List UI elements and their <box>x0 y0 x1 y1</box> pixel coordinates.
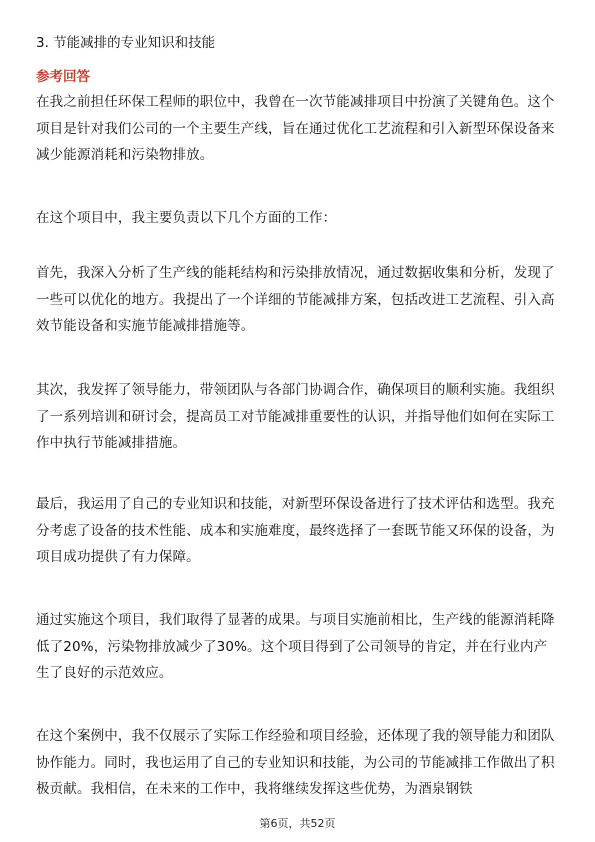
paragraph-third: 最后，我运用了自己的专业知识和技能，对新型环保设备进行了技术评估和选型。我充分考虑了设备的技术性能、成本和实施难度，最终选择了一套既节能又环保的设备，为项目成功提供了有力保障。 <box>36 496 555 565</box>
paragraph-responsibilities: 在这个项目中，我主要负责以下几个方面的工作： <box>36 210 337 226</box>
paragraph-first: 首先，我深入分析了生产线的能耗结构和污染排放情况，通过数据收集和分析，发现了一些可以优化的地方。我提出了一个详细的节能减排方案，包括改进工艺流程、引入高效节能设备和实施节能减排措施等。 <box>36 265 555 334</box>
question-heading: 3. 节能减排的专业知识和技能 <box>36 35 216 51</box>
paragraph-second: 其次，我发挥了领导能力，带领团队与各部门协调合作，确保项目的顺利实施。我组织了一系列培训和研讨会，提高员工对节能减排重要性的认识，并指导他们如何在实际工作中执行节能减排措施。 <box>36 382 555 451</box>
paragraph-results: 通过实施这个项目，我们取得了显著的成果。与项目实施前相比，生产线的能源消耗降低了20%，污染物排放减少了30%。这个项目得到了公司领导的肯定，并在行业内产生了良好的示范效应。 <box>36 612 555 681</box>
page-number-footer: 第6页，共52页 <box>259 817 336 830</box>
answer-label: 参考回答 <box>36 69 90 85</box>
paragraph-intro: 在我之前担任环保工程师的职位中，我曾在一次节能减排项目中扮演了关键角色。这个项目是针对我们公司的一个主要生产线，旨在通过优化工艺流程和引入新型环保设备来减少能源消耗和污染物排放。 <box>36 94 555 163</box>
paragraph-conclusion: 在这个案例中，我不仅展示了实际工作经验和项目经验，还体现了我的领导能力和团队协作能力。同时，我也运用了自己的专业知识和技能，为公司的节能减排工作做出了积极贡献。我相信，在未来的工作中，我将继续发挥这些优势，为酒泉钢铁 <box>36 728 555 797</box>
